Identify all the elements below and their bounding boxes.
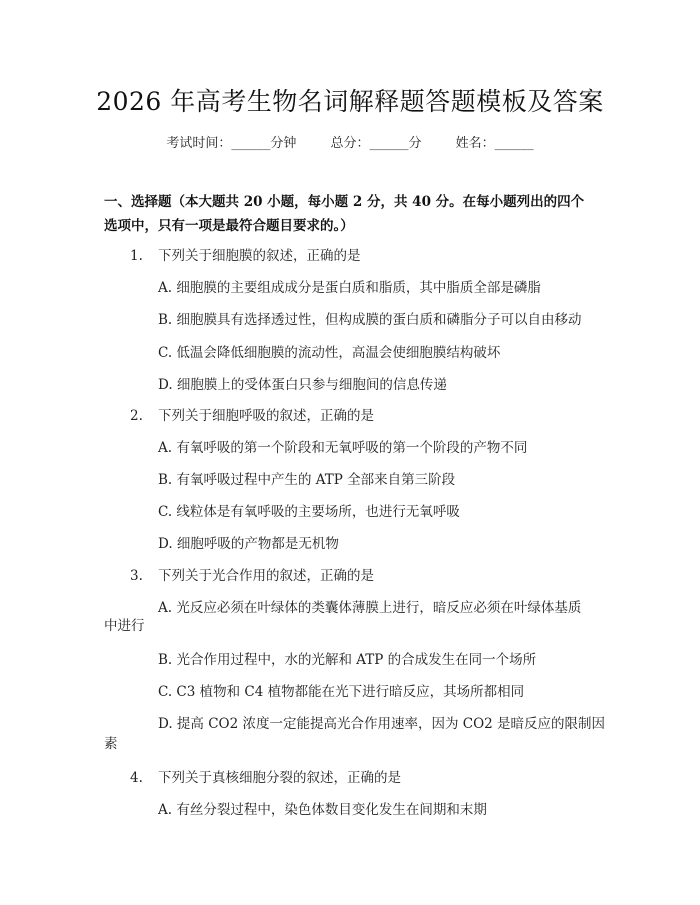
q2-option-b: B. 有氧呼吸过程中产生的 ATP 全部来自第三阶段 (158, 472, 456, 488)
question-number: 1. (130, 248, 143, 264)
q3-option-d: D. 提高 CO2 浓度一定能提高光合作用速率，因为 CO2 是暗反应的限制因 (158, 716, 606, 732)
q4-option-a: A. 有丝分裂过程中，染色体数目变化发生在间期和末期 (158, 802, 487, 818)
question-3 (130, 564, 374, 584)
q1-option-c: C. 低温会降低细胞膜的流动性，高温会使细胞膜结构破坏 (158, 345, 501, 361)
question-1 (130, 244, 361, 264)
question-2 (130, 404, 374, 424)
exam-time-field: 考试时间：______分钟 (166, 136, 297, 151)
q2-option-d: D. 细胞呼吸的产物都是无机物 (158, 536, 339, 552)
question-number: 4. (130, 770, 143, 786)
question-stem: 下列关于真核细胞分裂的叙述，正确的是 (158, 770, 401, 786)
q3-option-c: C. C3 植物和 C4 植物都能在光下进行暗反应，其场所都相同 (158, 684, 525, 700)
student-name-field: 姓名：______ (455, 136, 534, 151)
question-stem: 下列关于细胞膜的叙述，正确的是 (158, 248, 361, 264)
q3-option-a-continued: 中进行 (104, 618, 145, 634)
page-title: 2026 年高考生物名词解释题答题模板及答案 (96, 87, 604, 116)
q3-option-b: B. 光合作用过程中，水的光解和 ATP 的合成发生在同一个场所 (158, 652, 537, 668)
question-4 (130, 766, 401, 786)
section-heading: 一、选择题（本大题共 20 小题，每小题 2 分，共 40 分。在每小题列出的四个选项中，只有一项是最符合题目要求的。） (104, 194, 585, 234)
q1-option-b: B. 细胞膜具有选择透过性，但构成膜的蛋白质和磷脂分子可以自由移动 (158, 312, 582, 328)
exam-meta (0, 132, 700, 151)
q2-option-c: C. 线粒体是有氧呼吸的主要场所，也进行无氧呼吸 (158, 504, 460, 520)
q3-option-a: A. 光反应必须在叶绿体的类囊体薄膜上进行，暗反应必须在叶绿体基质 (158, 600, 582, 616)
q3-option-d-continued: 素 (104, 736, 118, 752)
total-score-field: 总分：______分 (330, 136, 422, 151)
question-stem: 下列关于光合作用的叙述，正确的是 (158, 568, 374, 584)
question-number: 3. (130, 568, 143, 584)
q2-option-a: A. 有氧呼吸的第一个阶段和无氧呼吸的第一个阶段的产物不同 (158, 440, 528, 456)
question-stem: 下列关于细胞呼吸的叙述，正确的是 (158, 408, 374, 424)
q1-option-d: D. 细胞膜上的受体蛋白只参与细胞间的信息传递 (158, 377, 447, 393)
q1-option-a: A. 细胞膜的主要组成成分是蛋白质和脂质，其中脂质全部是磷脂 (158, 280, 541, 296)
question-number: 2. (130, 408, 143, 424)
